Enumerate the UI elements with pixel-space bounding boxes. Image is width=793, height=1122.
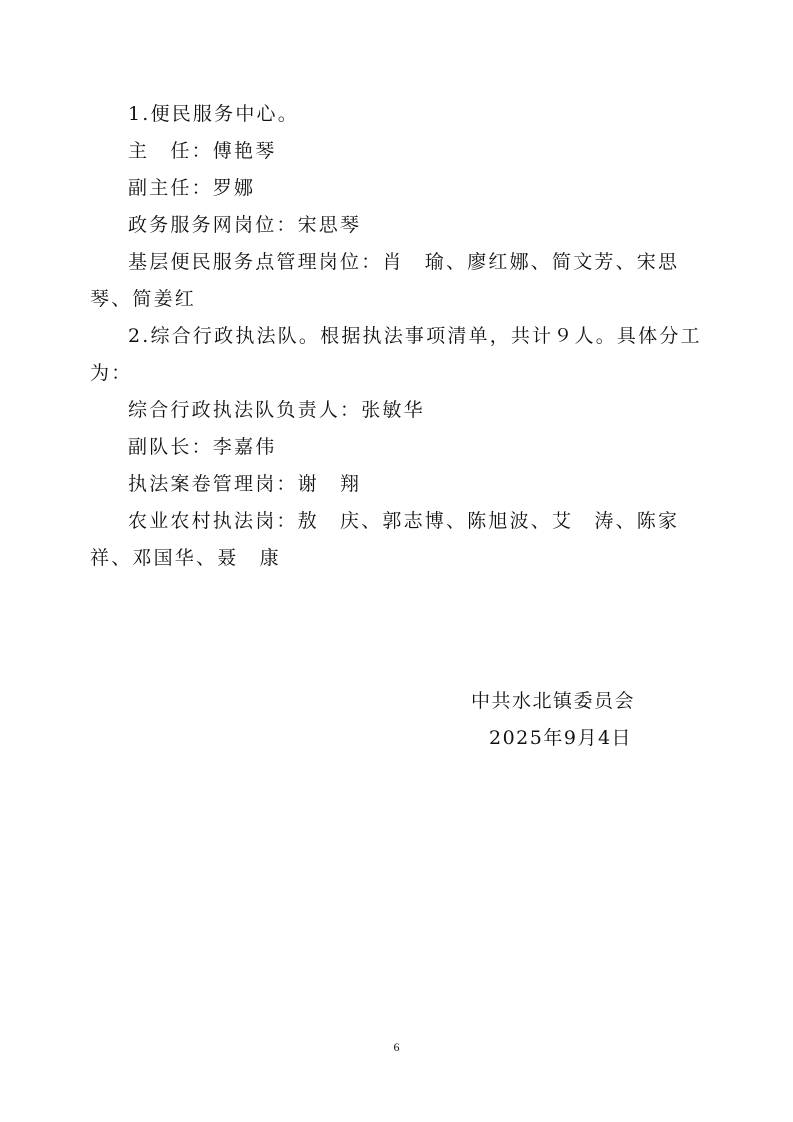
deputy-team-leader-line: 副队长：李嘉伟 (128, 436, 277, 458)
section-heading-law-enforcement: 2.综合行政执法队。根据执法事项清单，共计９人。具体分工为： (90, 325, 702, 384)
section-heading-service-center: 1.便民服务中心。 (128, 103, 299, 125)
agriculture-enforcement-post-line: 农业农村执法岗：敖 庆、郭志博、陈旭波、艾 涛、陈家祥、邓国华、聂 康 (90, 510, 680, 569)
page-number: 6 (393, 1040, 400, 1054)
government-service-post-line: 政务服务网岗位：宋思琴 (128, 214, 362, 236)
case-file-post-line: 执法案卷管理岗：谢 翔 (128, 473, 362, 495)
signature-organization: 中共水北镇委员会 (471, 690, 636, 712)
enforcement-team-leader-line: 综合行政执法队负责人：张敏华 (128, 399, 425, 421)
director-line: 主 任：傅艳琴 (128, 140, 277, 162)
deputy-director-line: 副主任：罗娜 (128, 177, 256, 199)
signature-date: 2025年9月4日 (489, 727, 633, 749)
grassroots-service-post-line: 基层便民服务点管理岗位：肖 瑜、廖红娜、简文芳、宋思琴、简姜红 (90, 251, 680, 310)
